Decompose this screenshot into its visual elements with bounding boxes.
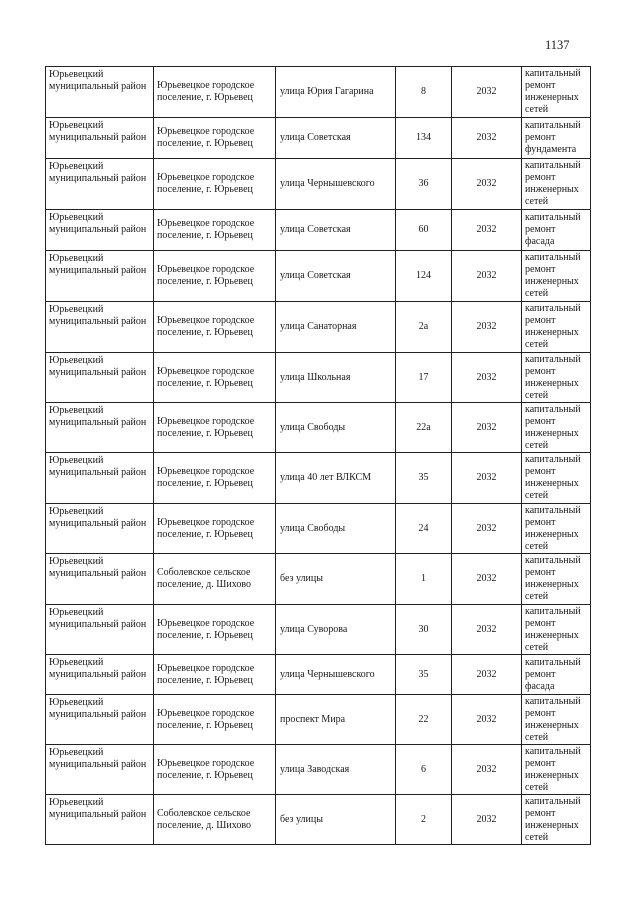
street-cell: без улицы bbox=[276, 795, 396, 845]
work-type-cell: капитальный ремонт инженерных сетей bbox=[522, 302, 591, 353]
house-number-cell: 2а bbox=[396, 302, 452, 353]
settlement-cell: Соболевское сельское поселение, д. Шихово bbox=[154, 795, 276, 845]
year-cell: 2032 bbox=[452, 118, 522, 159]
year-cell: 2032 bbox=[452, 159, 522, 210]
work-type-cell: капитальный ремонт инженерных сетей bbox=[522, 504, 591, 554]
district-cell: Юрьевецкий муниципальный район bbox=[46, 605, 154, 655]
house-number-cell: 22а bbox=[396, 403, 452, 453]
work-type-cell: капитальный ремонт инженерных сетей bbox=[522, 795, 591, 845]
street-cell: улица Суворова bbox=[276, 605, 396, 655]
house-number-cell: 2 bbox=[396, 795, 452, 845]
table-row bbox=[46, 353, 591, 403]
table-row bbox=[46, 210, 591, 251]
year-cell: 2032 bbox=[452, 795, 522, 845]
table-row bbox=[46, 655, 591, 695]
house-number-cell: 30 bbox=[396, 605, 452, 655]
settlement-cell: Юрьевецкое городское поселение, г. Юрьевец bbox=[154, 695, 276, 745]
district-cell: Юрьевецкий муниципальный район bbox=[46, 554, 154, 605]
work-type-cell: капитальный ремонт инженерных сетей bbox=[522, 453, 591, 504]
house-number-cell: 17 bbox=[396, 353, 452, 403]
street-cell: улица Заводская bbox=[276, 745, 396, 795]
settlement-cell: Юрьевецкое городское поселение, г. Юрьевец bbox=[154, 251, 276, 302]
table-row bbox=[46, 251, 591, 302]
table-row bbox=[46, 504, 591, 554]
table-row bbox=[46, 745, 591, 795]
repair-schedule-table bbox=[45, 66, 591, 845]
year-cell: 2032 bbox=[452, 605, 522, 655]
house-number-cell: 24 bbox=[396, 504, 452, 554]
house-number-cell: 1 bbox=[396, 554, 452, 605]
street-cell: улица Санаторная bbox=[276, 302, 396, 353]
street-cell: улица Советская bbox=[276, 251, 396, 302]
table-body bbox=[46, 67, 591, 845]
district-cell: Юрьевецкий муниципальный район bbox=[46, 353, 154, 403]
work-type-cell: капитальный ремонт инженерных сетей bbox=[522, 159, 591, 210]
year-cell: 2032 bbox=[452, 210, 522, 251]
work-type-cell: капитальный ремонт инженерных сетей bbox=[522, 554, 591, 605]
settlement-cell: Юрьевецкое городское поселение, г. Юрьевец bbox=[154, 159, 276, 210]
house-number-cell: 35 bbox=[396, 453, 452, 504]
house-number-cell: 6 bbox=[396, 745, 452, 795]
settlement-cell: Юрьевецкое городское поселение, г. Юрьевец bbox=[154, 353, 276, 403]
district-cell: Юрьевецкий муниципальный район bbox=[46, 251, 154, 302]
table-row bbox=[46, 695, 591, 745]
settlement-cell: Юрьевецкое городское поселение, г. Юрьевец bbox=[154, 302, 276, 353]
district-cell: Юрьевецкий муниципальный район bbox=[46, 745, 154, 795]
settlement-cell: Юрьевецкое городское поселение, г. Юрьевец bbox=[154, 655, 276, 695]
house-number-cell: 36 bbox=[396, 159, 452, 210]
street-cell: улица Советская bbox=[276, 210, 396, 251]
street-cell: улица 40 лет ВЛКСМ bbox=[276, 453, 396, 504]
table-row bbox=[46, 67, 591, 118]
work-type-cell: капитальный ремонт инженерных сетей bbox=[522, 745, 591, 795]
house-number-cell: 134 bbox=[396, 118, 452, 159]
district-cell: Юрьевецкий муниципальный район bbox=[46, 403, 154, 453]
year-cell: 2032 bbox=[452, 302, 522, 353]
district-cell: Юрьевецкий муниципальный район bbox=[46, 118, 154, 159]
work-type-cell: капитальный ремонт инженерных сетей bbox=[522, 605, 591, 655]
year-cell: 2032 bbox=[452, 695, 522, 745]
street-cell: проспект Мира bbox=[276, 695, 396, 745]
work-type-cell: капитальный ремонт фасада bbox=[522, 210, 591, 251]
street-cell: улица Свободы bbox=[276, 504, 396, 554]
work-type-cell: капитальный ремонт инженерных сетей bbox=[522, 353, 591, 403]
settlement-cell: Юрьевецкое городское поселение, г. Юрьевец bbox=[154, 745, 276, 795]
district-cell: Юрьевецкий муниципальный район bbox=[46, 453, 154, 504]
house-number-cell: 22 bbox=[396, 695, 452, 745]
district-cell: Юрьевецкий муниципальный район bbox=[46, 795, 154, 845]
work-type-cell: капитальный ремонт фундамента bbox=[522, 118, 591, 159]
street-cell: улица Чернышевского bbox=[276, 655, 396, 695]
table-row bbox=[46, 118, 591, 159]
district-cell: Юрьевецкий муниципальный район bbox=[46, 210, 154, 251]
work-type-cell: капитальный ремонт инженерных сетей bbox=[522, 67, 591, 118]
year-cell: 2032 bbox=[452, 67, 522, 118]
year-cell: 2032 bbox=[452, 655, 522, 695]
year-cell: 2032 bbox=[452, 403, 522, 453]
house-number-cell: 8 bbox=[396, 67, 452, 118]
street-cell: улица Юрия Гагарина bbox=[276, 67, 396, 118]
table-row bbox=[46, 403, 591, 453]
settlement-cell: Соболевское сельское поселение, д. Шихово bbox=[154, 554, 276, 605]
work-type-cell: капитальный ремонт инженерных сетей bbox=[522, 251, 591, 302]
settlement-cell: Юрьевецкое городское поселение, г. Юрьевец bbox=[154, 210, 276, 251]
work-type-cell: капитальный ремонт инженерных сетей bbox=[522, 695, 591, 745]
street-cell: улица Советская bbox=[276, 118, 396, 159]
table-row bbox=[46, 453, 591, 504]
year-cell: 2032 bbox=[452, 745, 522, 795]
settlement-cell: Юрьевецкое городское поселение, г. Юрьевец bbox=[154, 67, 276, 118]
district-cell: Юрьевецкий муниципальный район bbox=[46, 159, 154, 210]
street-cell: улица Свободы bbox=[276, 403, 396, 453]
table-row bbox=[46, 554, 591, 605]
house-number-cell: 35 bbox=[396, 655, 452, 695]
page-number: 1137 bbox=[545, 38, 570, 52]
year-cell: 2032 bbox=[452, 353, 522, 403]
work-type-cell: капитальный ремонт фасада bbox=[522, 655, 591, 695]
settlement-cell: Юрьевецкое городское поселение, г. Юрьевец bbox=[154, 453, 276, 504]
table-row bbox=[46, 159, 591, 210]
work-type-cell: капитальный ремонт инженерных сетей bbox=[522, 403, 591, 453]
year-cell: 2032 bbox=[452, 251, 522, 302]
table-row bbox=[46, 795, 591, 845]
settlement-cell: Юрьевецкое городское поселение, г. Юрьевец bbox=[154, 605, 276, 655]
settlement-cell: Юрьевецкое городское поселение, г. Юрьевец bbox=[154, 504, 276, 554]
settlement-cell: Юрьевецкое городское поселение, г. Юрьевец bbox=[154, 118, 276, 159]
house-number-cell: 124 bbox=[396, 251, 452, 302]
house-number-cell: 60 bbox=[396, 210, 452, 251]
year-cell: 2032 bbox=[452, 504, 522, 554]
street-cell: улица Школьная bbox=[276, 353, 396, 403]
year-cell: 2032 bbox=[452, 453, 522, 504]
district-cell: Юрьевецкий муниципальный район bbox=[46, 504, 154, 554]
table-row bbox=[46, 605, 591, 655]
year-cell: 2032 bbox=[452, 554, 522, 605]
district-cell: Юрьевецкий муниципальный район bbox=[46, 655, 154, 695]
settlement-cell: Юрьевецкое городское поселение, г. Юрьевец bbox=[154, 403, 276, 453]
district-cell: Юрьевецкий муниципальный район bbox=[46, 695, 154, 745]
table-row bbox=[46, 302, 591, 353]
street-cell: улица Чернышевского bbox=[276, 159, 396, 210]
district-cell: Юрьевецкий муниципальный район bbox=[46, 67, 154, 118]
street-cell: без улицы bbox=[276, 554, 396, 605]
district-cell: Юрьевецкий муниципальный район bbox=[46, 302, 154, 353]
